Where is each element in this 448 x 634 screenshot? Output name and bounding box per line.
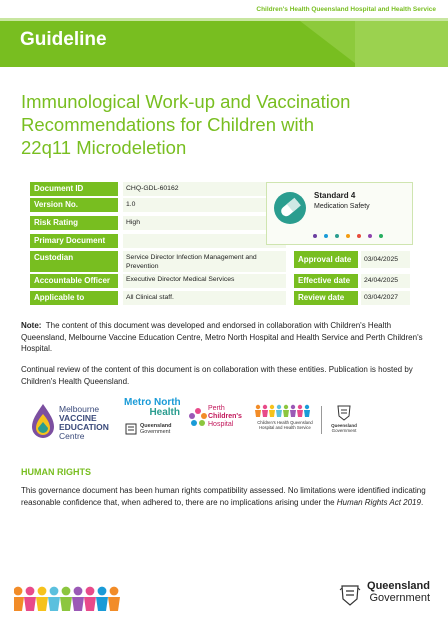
child-figure bbox=[297, 405, 303, 417]
mvec-line-1: Melbourne bbox=[59, 404, 100, 414]
queensland-government-small-logo bbox=[326, 402, 362, 438]
title-line-1: Immunological Work-up and Vaccination bbox=[21, 91, 351, 112]
perth-line-1: Perth bbox=[208, 405, 225, 412]
continual-review-paragraph: Continual review of the content of this document is on collaboration with these entities. Publication is hosted by Children's Health Queensland. bbox=[21, 365, 413, 386]
child-figure bbox=[96, 587, 108, 611]
document-id-label: Document ID bbox=[30, 182, 118, 196]
header-band bbox=[0, 21, 448, 67]
chq-line-2: Hospital and Health Service bbox=[259, 425, 311, 430]
applicable-to-value: All Clinical staff. bbox=[123, 291, 286, 305]
pill-icon bbox=[273, 191, 307, 225]
qgov-small-line-1: Queensland bbox=[331, 423, 357, 428]
document-id-value: CHQ-GDL-60162 bbox=[123, 182, 286, 196]
footer-queensland: Queensland bbox=[367, 580, 430, 592]
child-figure bbox=[262, 405, 268, 417]
perth-flower-icon bbox=[188, 407, 208, 429]
note-paragraph bbox=[21, 320, 429, 355]
child-figure bbox=[36, 587, 48, 611]
qgov-small-line-2: Government bbox=[331, 428, 357, 433]
queensland-government-logo bbox=[367, 580, 430, 604]
review-date-value: 03/04/2027 bbox=[361, 291, 410, 305]
standard-dot bbox=[368, 234, 372, 238]
page-title bbox=[21, 90, 431, 159]
custodian-value: Service Director Infection Management and Prevention bbox=[123, 251, 286, 272]
standard-dot bbox=[357, 234, 361, 238]
effective-date-label: Effective date bbox=[294, 274, 358, 288]
note-label: Note: bbox=[21, 321, 42, 330]
human-rights-heading: HUMAN RIGHTS bbox=[21, 467, 91, 477]
title-line-2: Recommendations for Children with bbox=[21, 114, 315, 135]
perth-line-2: Children's bbox=[208, 413, 242, 420]
standard-subtitle: Medication Safety bbox=[314, 203, 370, 210]
child-figure bbox=[14, 587, 24, 611]
human-rights-text: This governance document has been human rights compatibility assessed. No limitations were identified indicating reasonable confidence that, when adhered to, there are no implications arising under the bbox=[21, 486, 426, 507]
mvec-drop-icon bbox=[30, 402, 56, 442]
version-label: Version No. bbox=[30, 198, 118, 212]
queensland-crest-icon-large bbox=[337, 582, 363, 608]
children-figures-icon bbox=[14, 585, 124, 615]
standard-dot bbox=[324, 234, 328, 238]
child-figure bbox=[48, 587, 60, 611]
standard-dot bbox=[379, 234, 383, 238]
primary-document-label: Primary Document bbox=[30, 234, 118, 248]
band-decoration-right bbox=[355, 21, 448, 67]
primary-document-value bbox=[123, 234, 286, 248]
human-rights-act: Human Rights Act 2019 bbox=[336, 497, 421, 507]
child-figure bbox=[255, 405, 261, 417]
metro-north-logo bbox=[124, 398, 184, 446]
version-value: 1.0 bbox=[123, 198, 286, 212]
footer-government: Government bbox=[369, 592, 430, 604]
queensland-crest-icon-small bbox=[334, 402, 354, 422]
perth-line-3: Hospital bbox=[208, 421, 234, 428]
metro-line-1: Metro North bbox=[124, 397, 181, 408]
child-figure bbox=[283, 405, 289, 417]
standard-dot bbox=[313, 234, 317, 238]
approval-date-label: Approval date bbox=[294, 251, 358, 268]
org-name: Children's Health Queensland Hospital and Health Service bbox=[256, 6, 436, 13]
page-header bbox=[0, 0, 448, 72]
band-decoration bbox=[300, 21, 360, 67]
mvec-line-4: Centre bbox=[59, 431, 85, 441]
metro-sub-1: Queensland bbox=[140, 423, 172, 429]
child-figure bbox=[290, 405, 296, 417]
effective-date-value: 24/04/2025 bbox=[361, 274, 410, 288]
human-rights-paragraph bbox=[21, 485, 429, 508]
document-type-label: Guideline bbox=[20, 29, 107, 50]
queensland-crest-icon bbox=[124, 422, 138, 436]
accountable-officer-value: Executive Director Medical Services bbox=[123, 274, 286, 288]
standard-dot bbox=[346, 234, 350, 238]
risk-rating-value: High bbox=[123, 216, 286, 230]
standard-title: Standard 4 bbox=[314, 191, 356, 200]
human-rights-text-end: . bbox=[420, 497, 424, 507]
child-figure bbox=[84, 587, 96, 611]
perth-childrens-logo bbox=[188, 405, 250, 443]
metro-sub-2: Government bbox=[140, 429, 171, 435]
mvec-line-2: VACCINE bbox=[59, 413, 97, 423]
standard-dot bbox=[335, 234, 339, 238]
child-figure bbox=[108, 587, 120, 611]
child-figure bbox=[276, 405, 282, 417]
child-figure bbox=[304, 405, 310, 417]
logo-divider bbox=[321, 406, 322, 434]
standard-badge bbox=[266, 182, 413, 245]
custodian-label: Custodian bbox=[30, 251, 118, 272]
mvec-logo bbox=[30, 400, 120, 446]
child-figure bbox=[60, 587, 72, 611]
note-text: The content of this document was developed and endorsed in collaboration with Children's Health Queensland, Melbourne Vaccine Education Centre, Metro North Hospital and Health Service and Perth Children's Hospital. bbox=[21, 321, 423, 353]
review-date-label: Review date bbox=[294, 291, 358, 305]
applicable-to-label: Applicable to bbox=[30, 291, 118, 305]
metro-line-2: Health bbox=[149, 407, 180, 418]
risk-rating-label: Risk Rating bbox=[30, 216, 118, 230]
approval-date-value: 03/04/2025 bbox=[361, 251, 410, 268]
mvec-line-3: EDUCATION bbox=[59, 422, 109, 432]
title-line-3: 22q11 Microdeletion bbox=[21, 137, 187, 158]
accountable-officer-label: Accountable Officer bbox=[30, 274, 118, 288]
chq-figures-icon bbox=[254, 404, 314, 418]
chq-logo bbox=[254, 404, 316, 436]
child-figure bbox=[269, 405, 275, 417]
chq-line-1: Children's Health Queensland bbox=[257, 420, 313, 425]
child-figure bbox=[72, 587, 84, 611]
standard-dots bbox=[313, 225, 390, 243]
child-figure bbox=[24, 587, 36, 611]
